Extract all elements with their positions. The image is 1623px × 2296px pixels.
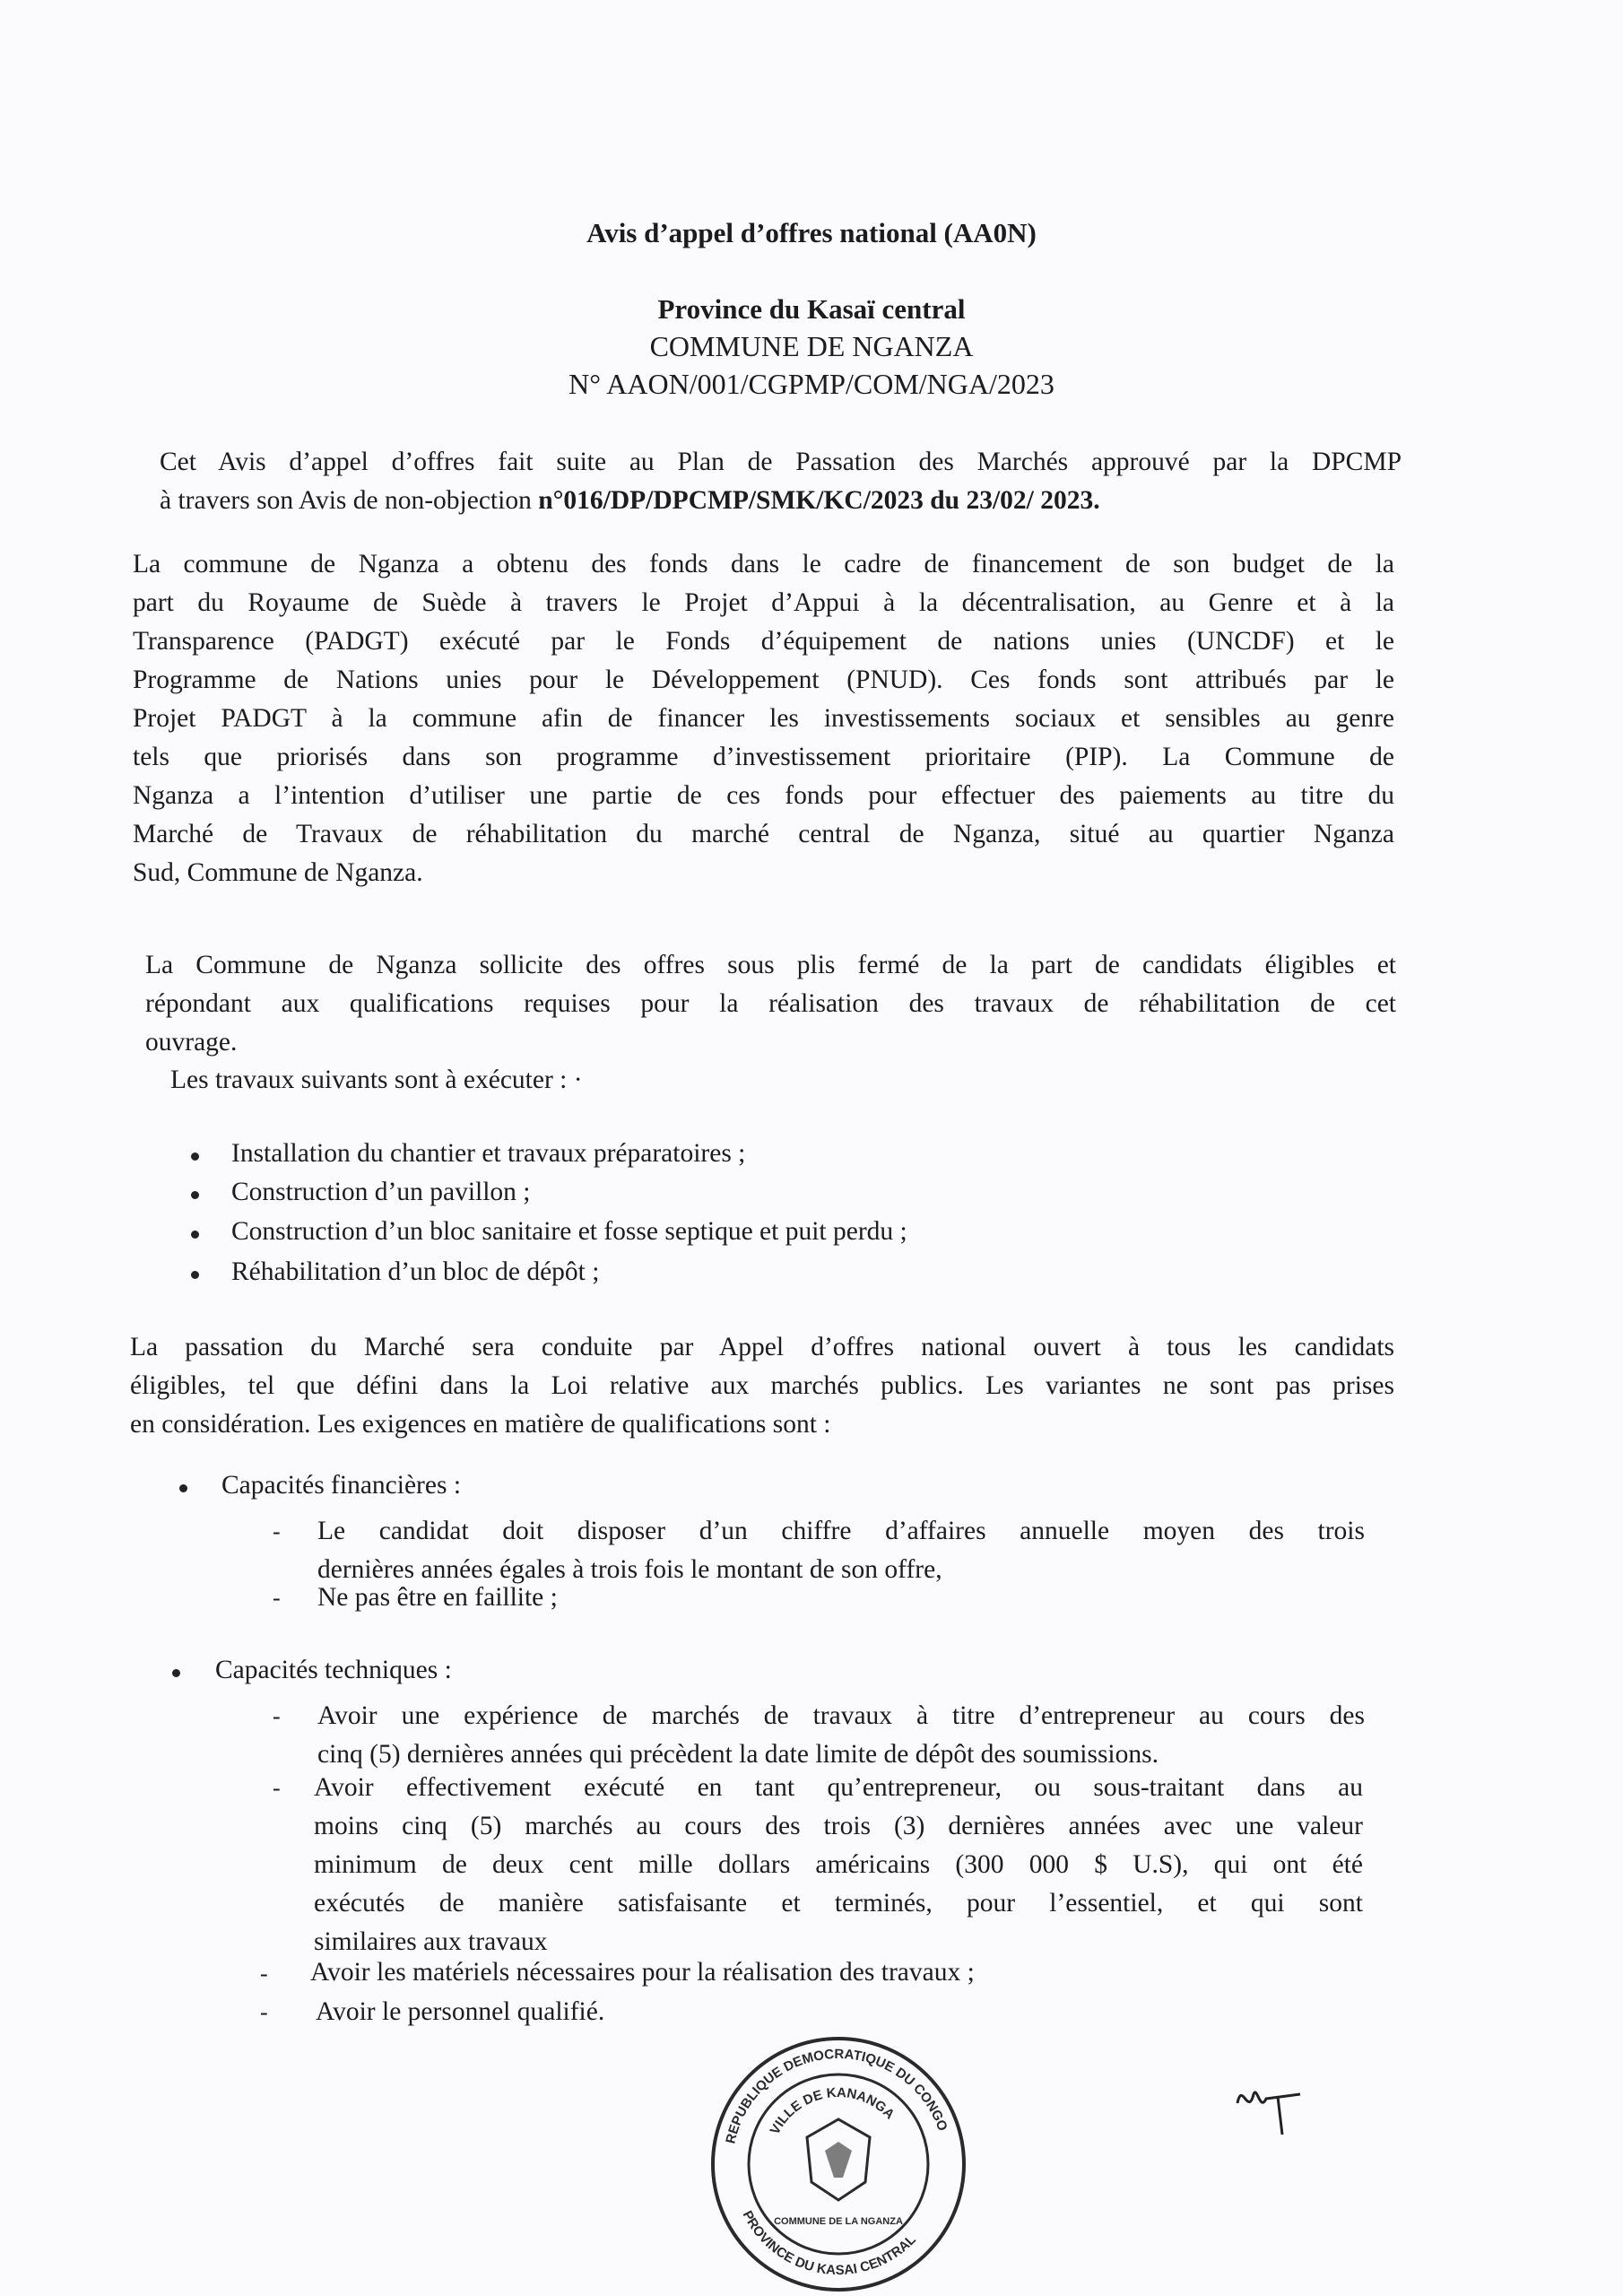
paragraph-line [160,482,1402,520]
paragraph-line: Avoir le personnel qualifié. [316,1997,605,2026]
bullet-icon [191,1271,199,1279]
paragraph-line: Projet PADGT à la commune afin de financer les investissements sociaux et sensibles au genre [133,704,1394,733]
funding-paragraph [133,545,1394,892]
paragraph-line: La Commune de Nganza sollicite des offres sous plis fermé de la part de candidats éligibles et [145,951,1396,979]
paragraph-line: similaires aux travaux [314,1927,548,1956]
paragraph-line: dernières années égales à trois fois le montant de son offre, [317,1555,942,1584]
paragraph-line: cinq (5) dernières années qui précèdent la date limite de dépôt des soumissions. [317,1740,1159,1769]
paragraph-line: La passation du Marché sera conduite par Appel d’offres national ouvert à tous les candidats [130,1333,1394,1361]
technical-requirement [310,1953,1207,1992]
dash-icon: - [273,1585,281,1611]
paragraph-line: Avoir les matériels nécessaires pour la réalisation des travaux ; [310,1958,975,1987]
dash-icon: - [273,1518,281,1544]
province-heading: Province du Kasaï central [657,293,966,325]
paragraph-line: La commune de Nganza a obtenu des fonds dans le cadre de financement de son budget de la [133,550,1394,578]
dash-icon: - [260,1999,268,2025]
paragraph-line: répondant aux qualifications requises pour la réalisation des travaux de réhabilitation de cet [145,989,1396,1018]
svg-text:COMMUNE DE LA NGANZA: COMMUNE DE LA NGANZA [774,2216,903,2227]
works-intro: Les travaux suivants sont à exécuter : · [170,1065,583,1094]
bullet-icon [179,1484,187,1492]
paragraph-line: minimum de deux cent mille dollars américains (300 000 $ U.S), qui ont été [314,1850,1363,1879]
paragraph-line: ouvrage. [145,1028,238,1057]
official-stamp [708,2034,968,2294]
paragraph-line: exécutés de manière satisfaisante et terminés, pour l’essentiel, et qui sont [314,1889,1363,1918]
paragraph-line: Nganza a l’intention d’utiliser une partie de ces fonds pour effectuer des paiements au titre du [133,781,1394,810]
technical-capacity-label: Capacités techniques : [215,1656,452,1684]
paragraph-line: part du Royaume de Suède à travers le Projet d’Appui à la décentralisation, au Genre et à la [133,588,1394,617]
notice-title: Avis d’appel d’offres national (AA0N) [586,217,1037,248]
bullet-icon [191,1191,199,1199]
paragraph-line: Ne pas être en faillite ; [317,1583,558,1612]
reference-number: N° AAON/001/CGPMP/COM/NGA/2023 [568,368,1055,400]
paragraph-line: Le candidat doit disposer d’un chiffre d’affaires annuelle moyen des trois [317,1517,1365,1545]
commune-heading: COMMUNE DE NGANZA [649,330,974,362]
paragraph-line: Cet Avis d’appel d’offres fait suite au Plan de Passation des Marchés approuvé par la DPCMP [160,448,1402,476]
procurement-paragraph [130,1328,1394,1444]
signature [1228,2063,1318,2144]
work-item: Réhabilitation d’un bloc de dépôt ; [231,1257,600,1286]
svg-text:PROVINCE DU KASAI CENTRAL: PROVINCE DU KASAI CENTRAL [739,2208,919,2279]
intro-paragraph [160,443,1402,520]
work-item: Construction d’un pavillon ; [231,1178,531,1206]
dash-icon: - [260,1961,268,1987]
paragraph-line: moins cinq (5) marchés au cours des trois (3) dernières années avec une valeur [314,1812,1363,1840]
paragraph-line: en considération. Les exigences en matière de qualifications sont : [130,1410,831,1439]
svg-text:REPUBLIQUE DEMOCRATIQUE DU CON: REPUBLIQUE DEMOCRATIQUE DU CONGO [723,2046,950,2145]
work-item: Installation du chantier et travaux préparatoires ; [231,1139,746,1168]
bullet-icon [172,1669,180,1677]
technical-requirement [316,1993,854,2031]
bullet-icon [191,1231,199,1239]
financial-requirement [317,1578,1365,1617]
paragraph-line: Avoir effectivement exécuté en tant qu’entrepreneur, ou sous-traitant dans au [314,1773,1363,1802]
paragraph-line: Sud, Commune de Nganza. [133,858,423,887]
bullet-icon [191,1152,199,1161]
paragraph-line: Marché de Travaux de réhabilitation du marché central de Nganza, situé au quartier Nganza [133,820,1394,848]
text: à travers son Avis de non-objection [160,486,539,515]
paragraph-line: Avoir une expérience de marchés de travaux à titre d’entrepreneur au cours des [317,1701,1365,1730]
paragraph-line: Programme de Nations unies pour le Développement (PNUD). Ces fonds sont attribués par le [133,665,1394,694]
dash-icon: - [273,1775,281,1801]
paragraph-line: éligibles, tel que défini dans la Loi relative aux marchés publics. Les variantes ne sont pas prises [130,1371,1394,1400]
paragraph-line: tels que priorisés dans son programme d’investissement prioritaire (PIP). La Commune de [133,743,1394,771]
svg-text:VILLE DE KANANGA: VILLE DE KANANGA [767,2084,898,2137]
paragraph-line: Transparence (PADGT) exécuté par le Fonds d’équipement de nations unies (UNCDF) et le [133,627,1394,656]
non-objection-reference: n°016/DP/DPCMP/SMK/KC/2023 du 23/02/ 2023. [538,486,1100,515]
solicitation-paragraph [145,946,1396,1062]
dash-icon: - [273,1703,281,1729]
financial-capacity-label: Capacités financières : [221,1471,462,1500]
technical-requirement [317,1697,1365,1774]
technical-requirement [314,1769,1363,1961]
work-item: Construction d’un bloc sanitaire et fosse septique et puit perdu ; [231,1217,907,1246]
